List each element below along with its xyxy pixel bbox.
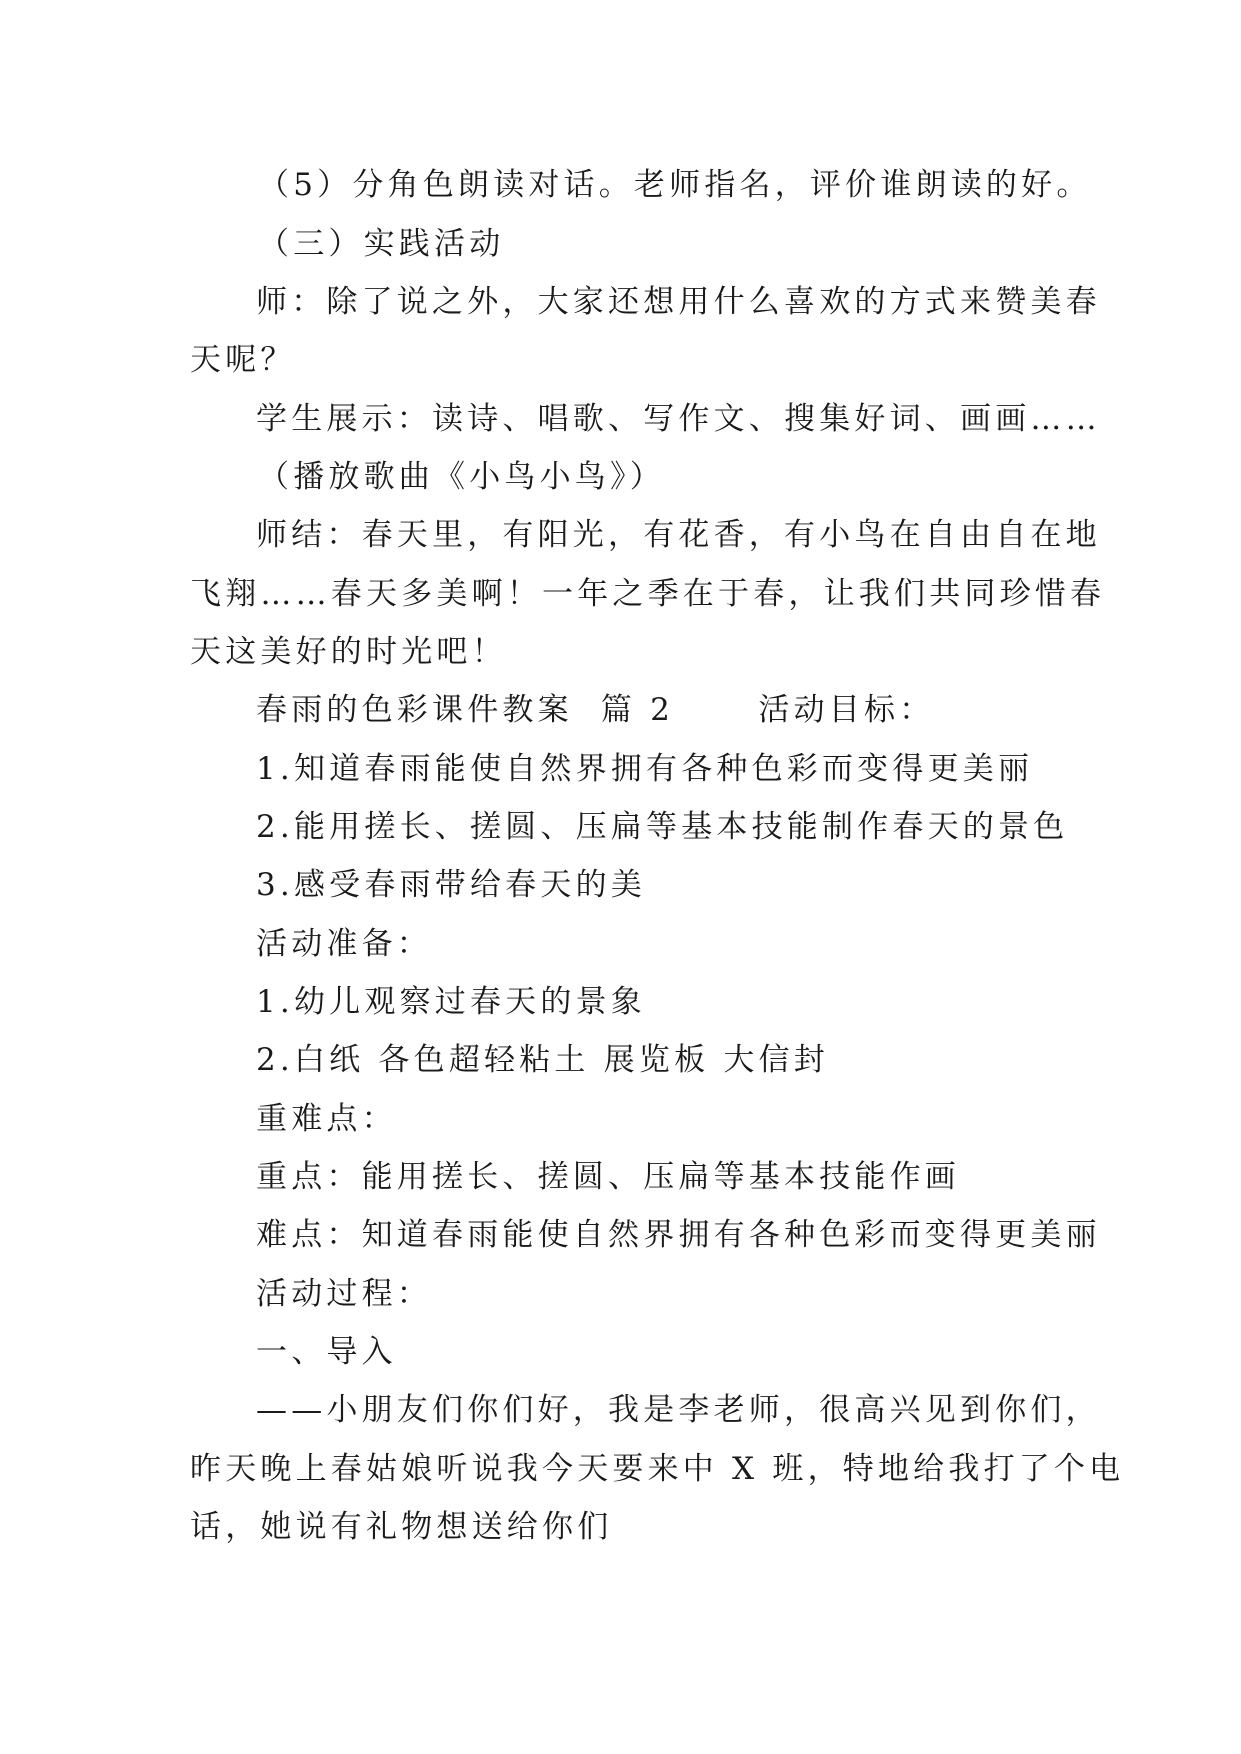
- paragraph-line: 学生展示：读诗、唱歌、写作文、搜集好词、画画……: [256, 401, 1101, 437]
- list-item: 2.能用搓长、搓圆、压扁等基本技能制作春天的景色: [256, 809, 1069, 845]
- section-heading: 重难点：: [256, 1101, 397, 1137]
- paragraph-line: （播放歌曲《小鸟小鸟》）: [258, 459, 665, 495]
- section-heading: 活动准备：: [256, 926, 432, 962]
- paragraph-line: 师结：春天里，有阳光，有花香，有小鸟在自由自在地: [256, 517, 1101, 553]
- paragraph-line: 重点：能用搓长、搓圆、压扁等基本技能作画: [256, 1159, 960, 1195]
- list-item: 3.感受春雨带给春天的美: [256, 867, 646, 903]
- paragraph-line: 天呢？: [190, 342, 296, 378]
- paragraph-line: 师：除了说之外，大家还想用什么喜欢的方式来赞美春: [256, 284, 1101, 320]
- list-item: 1.幼儿观察过春天的景象: [256, 984, 646, 1020]
- paragraph-line: 话，她说有礼物想送给你们: [190, 1509, 613, 1545]
- paragraph-line: 昨天晚上春姑娘听说我今天要来中 X 班，特地给我打了个电: [190, 1451, 1125, 1487]
- paragraph-line: ——小朋友们你们好，我是李老师，很高兴见到你们，: [256, 1392, 1101, 1428]
- paragraph-line: （5）分角色朗读对话。老师指名，评价谁朗读的好。: [258, 167, 1092, 203]
- list-item: 1.知道春雨能使自然界拥有各种色彩而变得更美丽: [256, 751, 1034, 787]
- paragraph-line: 天这美好的时光吧！: [190, 634, 507, 670]
- paragraph-line: 难点：知道春雨能使自然界拥有各种色彩而变得更美丽: [256, 1217, 1101, 1253]
- paragraph-line: 飞翔……春天多美啊！一年之季在于春，让我们共同珍惜春: [190, 576, 1106, 612]
- section-heading: 一、导入: [256, 1334, 397, 1370]
- section-heading: （三）实践活动: [258, 226, 505, 262]
- list-item: 2.白纸 各色超轻粘土 展览板 大信封: [256, 1042, 829, 1078]
- section-heading: 活动过程：: [256, 1276, 432, 1312]
- section-heading: 春雨的色彩课件教案 篇 2 活动目标：: [256, 692, 935, 728]
